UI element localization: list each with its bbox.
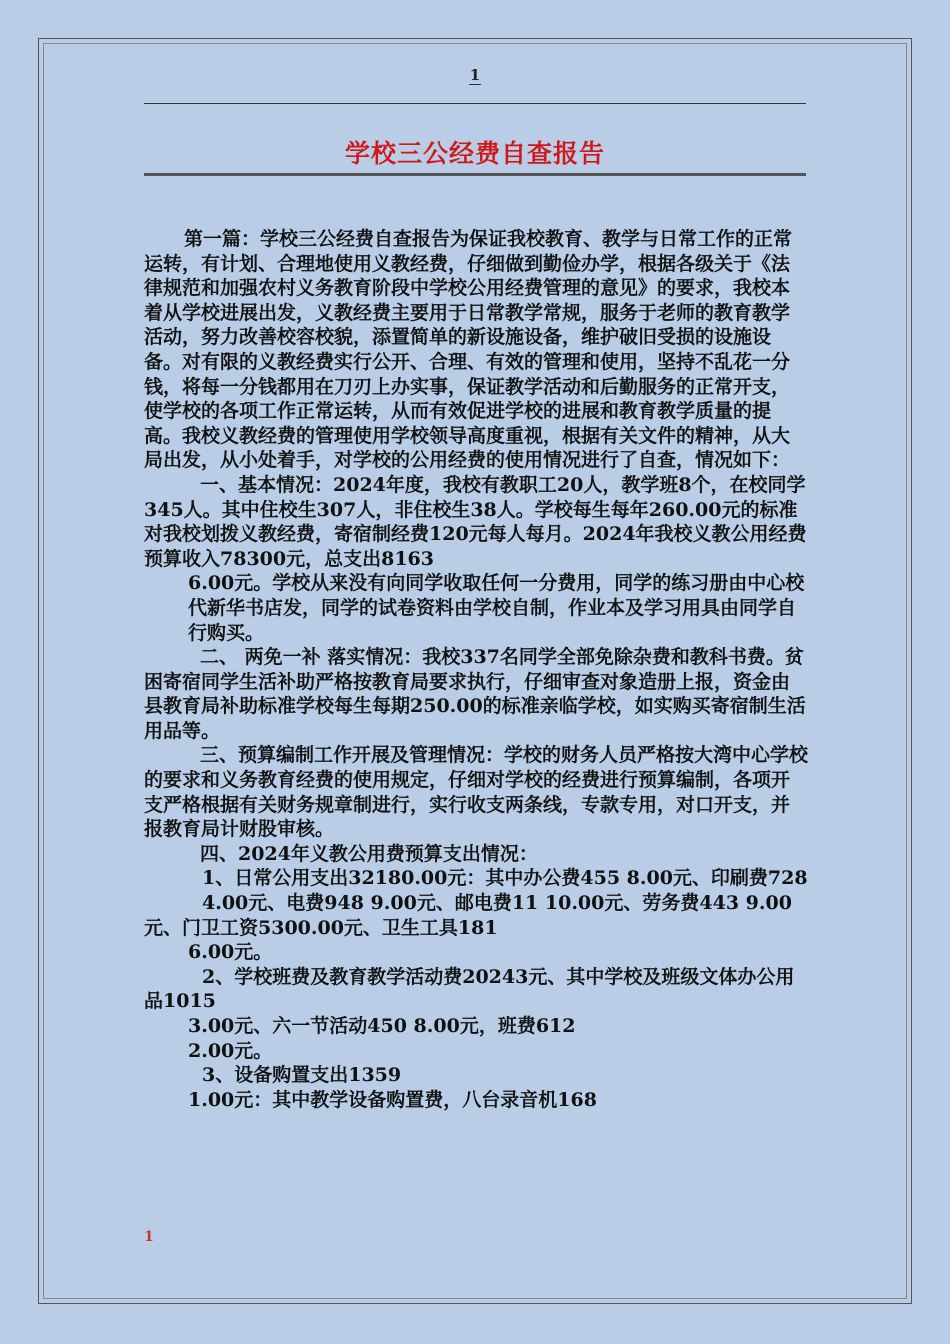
title-rule <box>144 173 806 176</box>
paragraph-daily-expenses: 1、日常公用支出32180.00元：其中办公费455 8.00元、印刷费728 <box>202 867 808 890</box>
footer-page-number: 1 <box>144 1229 154 1245</box>
paragraph-equipment-expenses: 3、设备购置支出1359 <box>202 1064 402 1087</box>
paragraph-daily-expenses-end: 6.00元。 <box>188 941 273 964</box>
paragraph-activity-expenses-cont: 3.00元、六一节活动450 8.00元，班费612 <box>188 1015 576 1037</box>
paragraph-budget-management: 三、预算编制工作开展及管理情况：学校的财务人员严格按大湾中心学校的要求和义务教育经费的使用规定，仔细对学校的经费进行预算编制，各项开支严格根据有关财务规章制进行，实行收支两条线，专款专用，对口开支，并报教育局计财股审核。 <box>144 744 809 841</box>
document-title: 学校三公经费自查报告 <box>344 139 605 168</box>
paragraph-equipment-expenses-cont: 1.00元：其中教学设备购置费，八台录音机168 <box>188 1088 597 1111</box>
paragraph-two-exemptions: 二、 两免一补 落实情况：我校337名同学全部免除杂费和教科书费。贫困寄宿同学生活补助严格按教育局要求执行，仔细审查对象造册上报，资金由县教育局补助标准学校每生每期250.00的标准亲临学校，如实购买寄宿制生活用品等。 <box>144 646 806 742</box>
document-body <box>144 227 808 1112</box>
paragraph-budget-expenditure-heading: 四、2024年义教公用费预算支出情况： <box>200 842 538 865</box>
paragraph-basic-situation: 一、基本情况：2024年度，我校有教职工20人，教学班8个，在校同学345人。其中住校生307人，非住校生38人。学校每生每年260.00元的标准对我校划拨义教经费，寄宿制经费120元每人每月。2024年我校义教公用经费预算收入78300元，总支出8163 <box>144 473 807 570</box>
paragraph-daily-expenses-cont: 4.00元、电费948 9.00元、邮电费11 10.00元、劳务费443 9.00元、门卫工资5300.00元、卫生工具181 <box>144 892 792 939</box>
header-rule <box>144 103 806 104</box>
paragraph-activity-expenses-end: 2.00元。 <box>188 1039 273 1062</box>
paragraph-intro: 第一篇：学校三公经费自查报告为保证我校教育、教学与日常工作的正常运转，有计划、合理地使用义教经费，仔细做到勤俭办学，根据各级关于《法律规范和加强农村义务教育阶段中学校公用经费管理的意见》的要求，我校本着从学校进展出发，义教经费主要用于日常教学常规，服务于老师的教育教学活动，努力改善校容校貌，添置简单的新设施设备，维护破旧受损的设施设备。对有限的义教经费实行公开、合理、有效的管理和使用，坚持不乱花一分钱，将每一分钱都用在刀刃上办实事，保证教学活动和后勤服务的正常开支，使学校的各项工作正常运转，从而有效促进学校的进展和教育教学质量的提高。我校义教经费的管理使用学校领导高度重视，根据有关文件的精神，从大局出发，从小处着手，对学校的公用经费的使用情况进行了自查，情况如下： <box>144 228 793 472</box>
paragraph-activity-expenses: 2、学校班费及教育教学活动费20243元、其中学校及班级文体办公用品1015 <box>144 965 795 1013</box>
paragraph-basic-situation-cont: 6.00元。学校从来没有向同学收取任何一分费用，同学的练习册由中心校代新华书店发，同学的试卷资料由学校自制，作业本及学习用具由同学自行购买。 <box>188 572 805 644</box>
header-page-number: 1 <box>469 66 481 84</box>
